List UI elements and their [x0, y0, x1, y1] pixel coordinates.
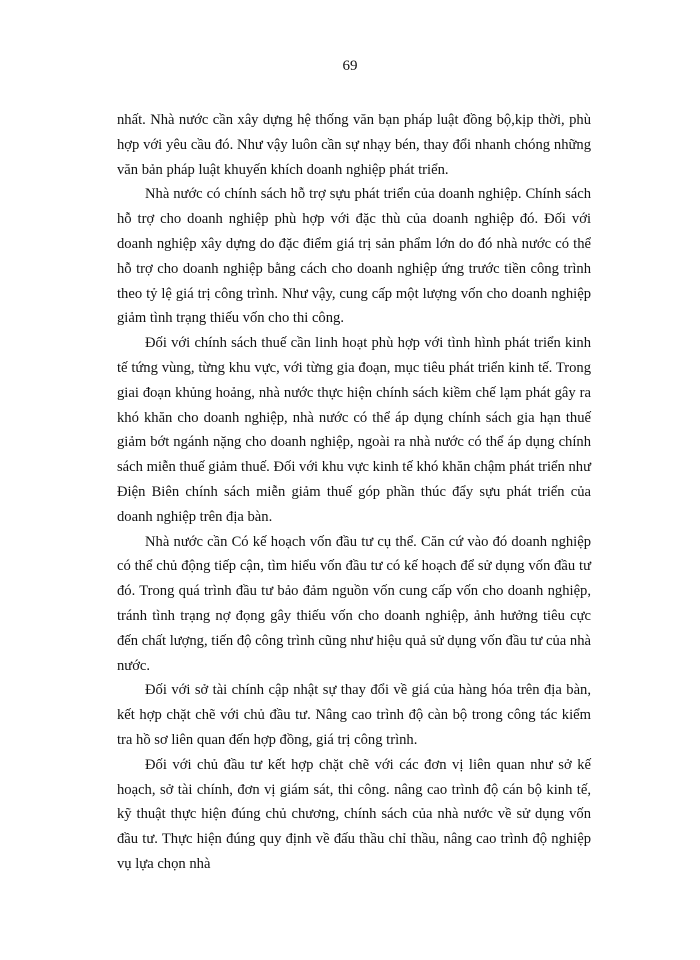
paragraph-5: Đối với sở tài chính cập nhật sự thay đổi về giá của hàng hóa trên địa bàn, kết hợp chặt chẽ với chủ đầu tư. Nâng cao trình độ càn bộ trong công tác kiểm tra hồ sơ liên quan đến hợp đồng, giá trị công trình.: [117, 682, 591, 748]
paragraph-4: Nhà nước cần Có kế hoạch vốn đầu tư cụ thể. Căn cứ vào đó doanh nghiệp có thể chủ động tiếp cận, tìm hiểu vốn đầu tư có kế hoạch để sử dụng vốn đầu tư đó. Trong quá trình đầu tư bảo đảm nguồn vốn cung cấp vốn cho doanh nghiệp, tránh tình trạng nợ đọng gây thiếu vốn cho doanh nghiệp, ảnh hưởng tiêu cực đến chất lượng, tiến độ công trình cũng như hiệu quả sử dụng vốn đầu tư của nhà nước.: [117, 533, 591, 674]
paragraph-3: Đối với chính sách thuế cần linh hoạt phù hợp với tình hình phát triển kinh tế tứng vùng, từng khu vực, với từng gia đoạn, mục tiêu phát triển kinh tế. Trong giai đoạn khủng hoảng, nhà nước thực hiện chính sách kiềm chế lạm phát gây ra khó khăn cho doanh nghiệp, nhà nước có thể áp dụng chính sách gia hạn thuế giảm bớt ngánh nặng cho doanh nghiệp, ngoài ra nhà nước có thể áp dụng chính sách miễn thuế giảm thuế. Đối với khu vực kinh tế khó khăn chậm phát triển như Điện Biên chính sách miễn giảm thuế góp phần thúc đẩy sựu phát triển của doanh nghiệp trên địa bàn.: [117, 335, 591, 525]
body-text: [117, 108, 591, 877]
paragraph-2: Nhà nước có chính sách hỗ trợ sựu phát triển của doanh nghiệp. Chính sách hỗ trợ cho doanh nghiệp phù hợp với đặc thù của doanh nghiệp đó. Đối với doanh nghiệp xây dựng do đặc điểm giá trị sản phẩm lớn do đó nhà nước có thể hỗ trợ cho doanh nghiệp bằng cách cho doanh nghiệp ứng trước tiền công trình theo tỷ lệ giá trị công trình. Như vậy, cung cấp một lượng vốn cho doanh nghiệp giảm tình trạng thiếu vốn cho thi công.: [117, 186, 591, 327]
page-number: 69: [342, 58, 358, 74]
paragraph-1: nhất. Nhà nước cần xây dựng hệ thống văn bạn pháp luật đồng bộ,kịp thời, phù hợp với yêu cầu đó. Như vậy luôn cần sự nhạy bén, thay đổi nhanh chóng những văn bản pháp luật khuyến khích doanh nghiệp phát triển.: [117, 112, 591, 178]
paragraph-6: Đối với chủ đầu tư kết hợp chặt chẽ với các đơn vị liên quan như sở kế hoạch, sở tài chính, đơn vị giám sát, thi công. nâng cao trình độ cán bộ kinh tế, kỹ thuật thực hiện đúng chủ chương, chính sách của nhà nước về sử dụng vốn đầu tư. Thực hiện đúng quy định về đấu thầu chỉ thầu, nâng cao trình độ nghiệp vụ lựa chọn nhà: [117, 756, 591, 872]
